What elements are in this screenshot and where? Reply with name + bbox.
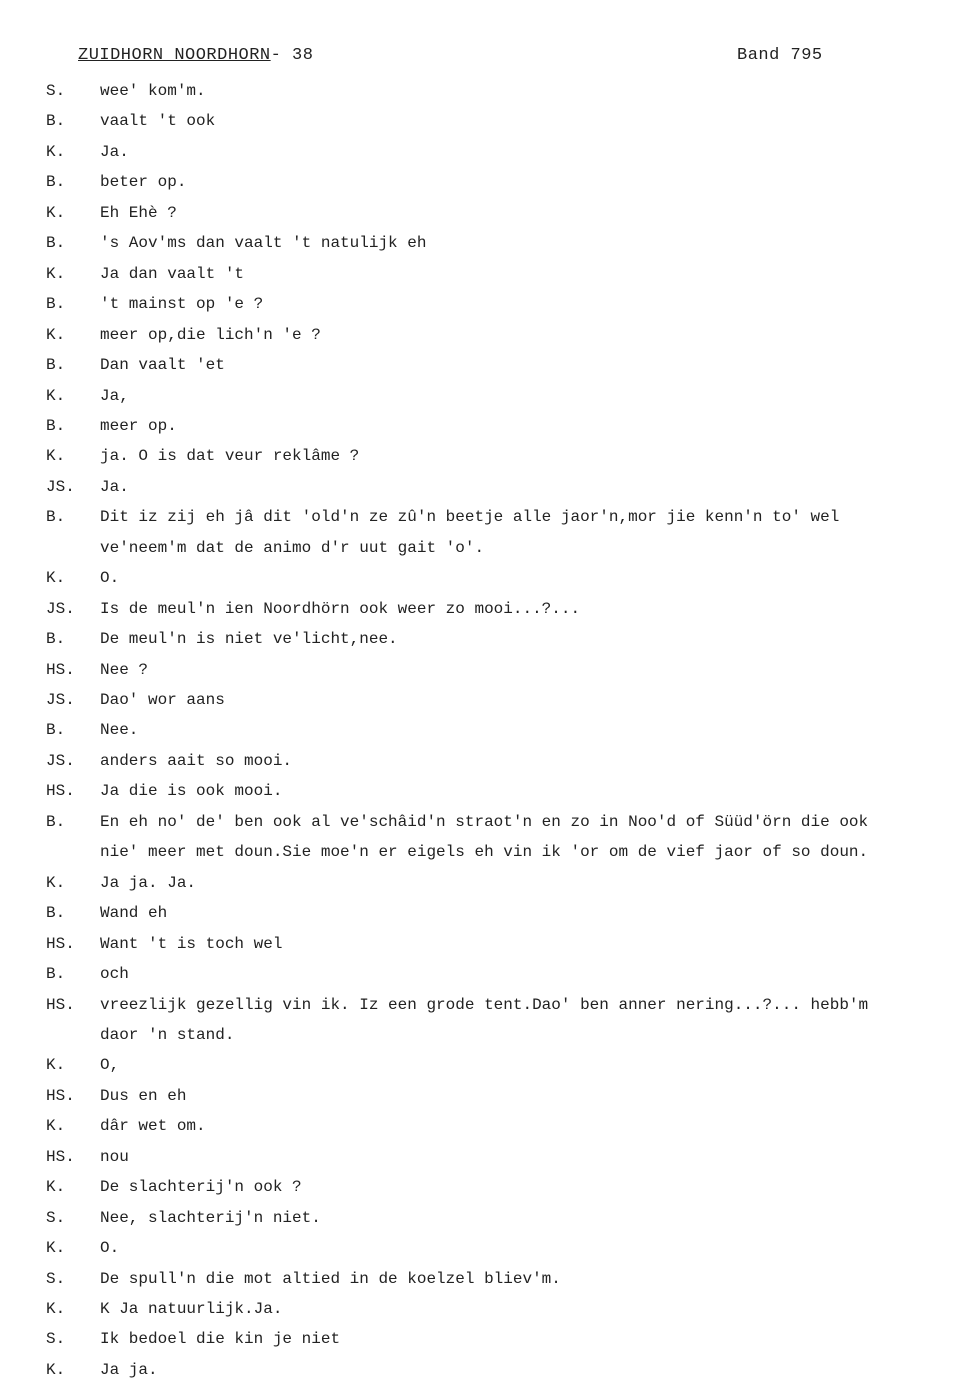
speaker-label: HS. (46, 1147, 75, 1166)
utterance-text: Want 't is toch wel (100, 934, 283, 953)
transcript-line (0, 1294, 973, 1324)
utterance-text: Ja ja. Ja. (100, 873, 197, 892)
speaker-label: B. (46, 234, 66, 253)
speaker-label: S. (46, 82, 66, 100)
transcript-line (0, 228, 973, 258)
speaker-label: S. (46, 1330, 66, 1349)
transcript-line (0, 1203, 973, 1233)
transcript-line (0, 1111, 973, 1141)
transcript-line (0, 441, 973, 471)
transcript-line (0, 320, 973, 350)
transcript-line (0, 746, 973, 776)
transcript-line (0, 776, 973, 806)
speaker-label: K. (46, 142, 66, 161)
utterance-text: 't mainst op 'e ? (100, 295, 264, 314)
utterance-text: Ja ja. (100, 1360, 158, 1379)
speaker-label: HS. (46, 660, 75, 679)
utterance-text: O. (100, 1239, 120, 1258)
speaker-label: HS. (46, 1086, 75, 1105)
utterance-text: Is de meul'n ien Noordhörn ook weer zo mooi...?... (100, 599, 581, 618)
utterance-text: Nee. (100, 721, 139, 740)
speaker-label: B. (46, 630, 66, 649)
header-page-number: - 38 (270, 46, 314, 65)
utterance-text: En eh no' de' ben ook al ve'schâid'n straot'n en zo in Noo'd of Süüd'örn die ook (100, 812, 869, 831)
speaker-label: B. (46, 508, 66, 527)
speaker-label: B. (46, 904, 66, 923)
speaker-label: HS. (46, 934, 75, 953)
transcript-line (0, 959, 973, 989)
utterance-text: Ja. (100, 142, 129, 161)
utterance-text: K Ja natuurlijk.Ja. (100, 1300, 283, 1318)
utterance-text: vaalt 't ook (100, 112, 216, 131)
utterance-text: 's Aov'ms dan vaalt 't natulijk eh (100, 234, 427, 253)
utterance-text: meer op,die lich'n 'e ? (100, 325, 321, 344)
transcript-line (0, 472, 973, 502)
utterance-text: Ja, (100, 386, 129, 405)
transcript-line (0, 868, 973, 898)
utterance-continuation: ve'neem'm dat de animo d'r uut gait 'o'. (100, 538, 485, 557)
utterance-text: O. (100, 569, 120, 588)
utterance-text: Wand eh (100, 904, 168, 923)
transcript-line (0, 990, 973, 1051)
utterance-text: De meul'n is niet ve'licht,nee. (100, 630, 398, 649)
header-band: Band 795 (737, 46, 823, 65)
transcript-line (0, 929, 973, 959)
transcript-line (0, 563, 973, 593)
transcript-line (0, 411, 973, 441)
utterance-text: Dus en eh (100, 1086, 187, 1105)
utterance-text: Eh Ehè ? (100, 203, 177, 222)
transcript-line (0, 137, 973, 167)
transcript-line (0, 898, 973, 928)
speaker-label: K. (46, 1056, 66, 1075)
speaker-label: JS. (46, 751, 75, 770)
transcript-line (0, 715, 973, 745)
transcript-line (0, 1264, 973, 1294)
transcript-line (0, 1233, 973, 1263)
utterance-text: Ja dan vaalt 't (100, 264, 245, 283)
speaker-label: B. (46, 721, 66, 740)
transcript-line (0, 259, 973, 289)
transcript-line (0, 198, 973, 228)
utterance-text: Dit iz zij eh jâ dit 'old'n ze zû'n beetje alle jaor'n,mor jie kenn'n to' wel (100, 508, 840, 527)
transcript-line (0, 381, 973, 411)
transcript-line (0, 289, 973, 319)
transcript-line (0, 1050, 973, 1080)
transcript-line (0, 502, 973, 563)
speaker-label: B. (46, 356, 66, 375)
speaker-label: S. (46, 1269, 66, 1288)
utterance-text: vreezlijk gezellig vin ik. Iz een grode tent.Dao' ben anner nering...?... hebb'm (100, 995, 869, 1014)
transcript-line (0, 655, 973, 685)
speaker-label: JS. (46, 477, 75, 496)
utterance-text: De slachterij'n ook ? (100, 1178, 302, 1197)
transcript-line (0, 76, 973, 106)
speaker-label: K. (46, 386, 66, 405)
utterance-continuation: daor 'n stand. (100, 1025, 235, 1044)
utterance-text: De spull'n die mot altied in de koelzel bliev'm. (100, 1269, 561, 1288)
transcript-line (0, 1081, 973, 1111)
utterance-text: Ik bedoel die kin je niet (100, 1330, 341, 1349)
utterance-text: Nee ? (100, 660, 149, 679)
transcript-line (0, 1172, 973, 1202)
speaker-label: K. (46, 325, 66, 344)
utterance-text: beter op. (100, 173, 187, 192)
transcript-line (0, 624, 973, 654)
speaker-label: B. (46, 965, 66, 984)
utterance-text: meer op. (100, 416, 177, 435)
speaker-label: K. (46, 1117, 66, 1136)
speaker-label: K. (46, 447, 66, 466)
utterance-text: anders aait so mooi. (100, 751, 293, 770)
speaker-label: K. (46, 203, 66, 222)
speaker-label: HS. (46, 995, 75, 1014)
speaker-label: B. (46, 295, 66, 314)
utterance-text: dâr wet om. (100, 1117, 206, 1136)
utterance-text: Ja. (100, 477, 129, 496)
utterance-text: Ja die is ook mooi. (100, 782, 283, 801)
speaker-label: JS. (46, 599, 75, 618)
utterance-text: wee' kom'm. (100, 82, 206, 100)
speaker-label: JS. (46, 691, 75, 709)
utterance-text: och (100, 965, 129, 984)
utterance-text: O, (100, 1056, 120, 1075)
transcript-line (0, 1324, 973, 1354)
speaker-label: B. (46, 173, 66, 192)
transcript-line (0, 685, 973, 715)
utterance-text: Dao' wor aans (100, 691, 225, 709)
speaker-label: K. (46, 1239, 66, 1258)
speaker-label: K. (46, 1178, 66, 1197)
speaker-label: HS. (46, 782, 75, 801)
speaker-label: K. (46, 873, 66, 892)
transcript-line (0, 1355, 973, 1385)
transcript-line (0, 106, 973, 136)
utterance-continuation: nie' meer met doun.Sie moe'n er eigels eh vin ik 'or om de vief jaor of so doun. (100, 843, 869, 862)
transcript-line (0, 807, 973, 868)
speaker-label: K. (46, 1300, 66, 1318)
speaker-label: K. (46, 1360, 66, 1379)
transcript-line (0, 1142, 973, 1172)
transcript-line (0, 350, 973, 380)
header-place (78, 46, 313, 65)
transcript-line (0, 594, 973, 624)
utterance-text: Dan vaalt 'et (100, 356, 225, 375)
speaker-label: B. (46, 812, 66, 831)
header-place-name: ZUIDHORN NOORDHORN (78, 46, 271, 65)
transcript-line (0, 167, 973, 197)
utterance-text: ja. O is dat veur reklâme ? (100, 447, 360, 466)
speaker-label: B. (46, 416, 66, 435)
utterance-text: Nee, slachterij'n niet. (100, 1208, 321, 1227)
speaker-label: K. (46, 264, 66, 283)
speaker-label: S. (46, 1208, 66, 1227)
speaker-label: B. (46, 112, 66, 131)
speaker-label: K. (46, 569, 66, 588)
utterance-text: nou (100, 1147, 129, 1166)
